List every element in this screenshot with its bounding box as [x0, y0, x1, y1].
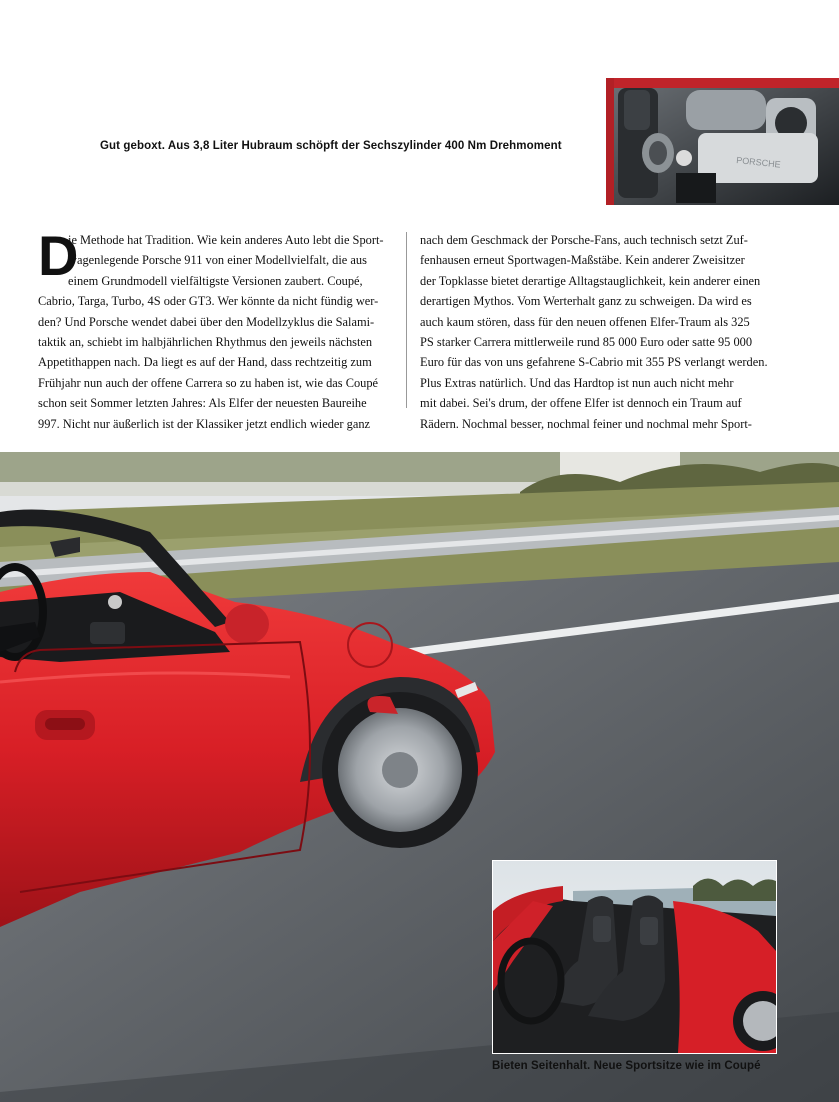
text-line: wagenlegende Porsche 911 von einer Modellvielfalt, die aus [68, 253, 367, 268]
text-line: einem Grundmodell vielfältigste Versionen zaubert. Coupé, [68, 273, 363, 288]
text-line: derartigen Mythos. Vom Werterhalt ganz zu schweigen. Da wird es [420, 294, 752, 309]
text-line: Cabrio, Targa, Turbo, 4S oder GT3. Wer könnte da nicht fündig wer- [38, 294, 379, 309]
text-line: taktik an, schiebt im halbjährlichen Rhythmus den jeweils nächsten [38, 335, 373, 350]
article-column-right [420, 230, 780, 434]
text-line: schon seit Sommer letzten Jahres: Als Elfer der neuesten Baureihe [38, 396, 367, 411]
engine-badge: PORSCHE [735, 155, 782, 170]
text-line: PS starker Carrera mittlerweile rund 85 000 Euro oder satte 95 000 [420, 335, 753, 350]
seats-photo [492, 860, 777, 1054]
drop-cap: D [38, 224, 79, 287]
text-line: ie Methode hat Tradition. Wie kein anderes Auto lebt die Sport- [68, 233, 384, 247]
text-line: Euro für das von uns gefahrene S-Cabrio mit 355 PS verlangt werden. [420, 355, 768, 370]
text-line: den? Und Porsche wendet dabei über den Modellzyklus die Salami- [38, 314, 375, 329]
text-line: mit dabei. Sei's drum, der offene Elfer ist dennoch ein Traum auf [420, 396, 742, 411]
text-line: fenhausen erneut Sportwagen-Maßstäbe. Kein anderer Zweisitzer [420, 253, 745, 268]
engine-caption: Gut geboxt. Aus 3,8 Liter Hubraum schöpft der Sechszylinder 400 Nm Drehmoment [100, 140, 562, 152]
text-line: auch kaum stören, dass für den neuen offenen Elfer-Traum als 325 [420, 314, 750, 329]
text-line: Plus Extras natürlich. Und das Hardtop ist nun auch nicht mehr [420, 375, 734, 390]
seats-caption: Bieten Seitenhalt. Neue Sportsitze wie im Coupé [492, 1060, 761, 1072]
article-column-left [38, 224, 396, 434]
column-divider [406, 232, 407, 408]
text-line: 997. Nicht nur äußerlich ist der Klassiker jetzt endlich wieder ganz [38, 416, 371, 431]
text-line: Frühjahr nun auch der offene Carrera so zu haben ist, wie das Coupé [38, 375, 379, 390]
text-line: nach dem Geschmack der Porsche-Fans, auch technisch setzt Zuf- [420, 233, 748, 247]
text-line: Appetithappen nach. Da liegt es auf der Hand, dass rechtzeitig zum [38, 355, 372, 370]
text-line: Rädern. Nochmal besser, nochmal feiner und nochmal mehr Sport- [420, 416, 752, 431]
text-line: der Topklasse bietet derartige Alltagstauglichkeit, kein anderer einen [420, 273, 761, 288]
engine-photo [606, 78, 839, 205]
